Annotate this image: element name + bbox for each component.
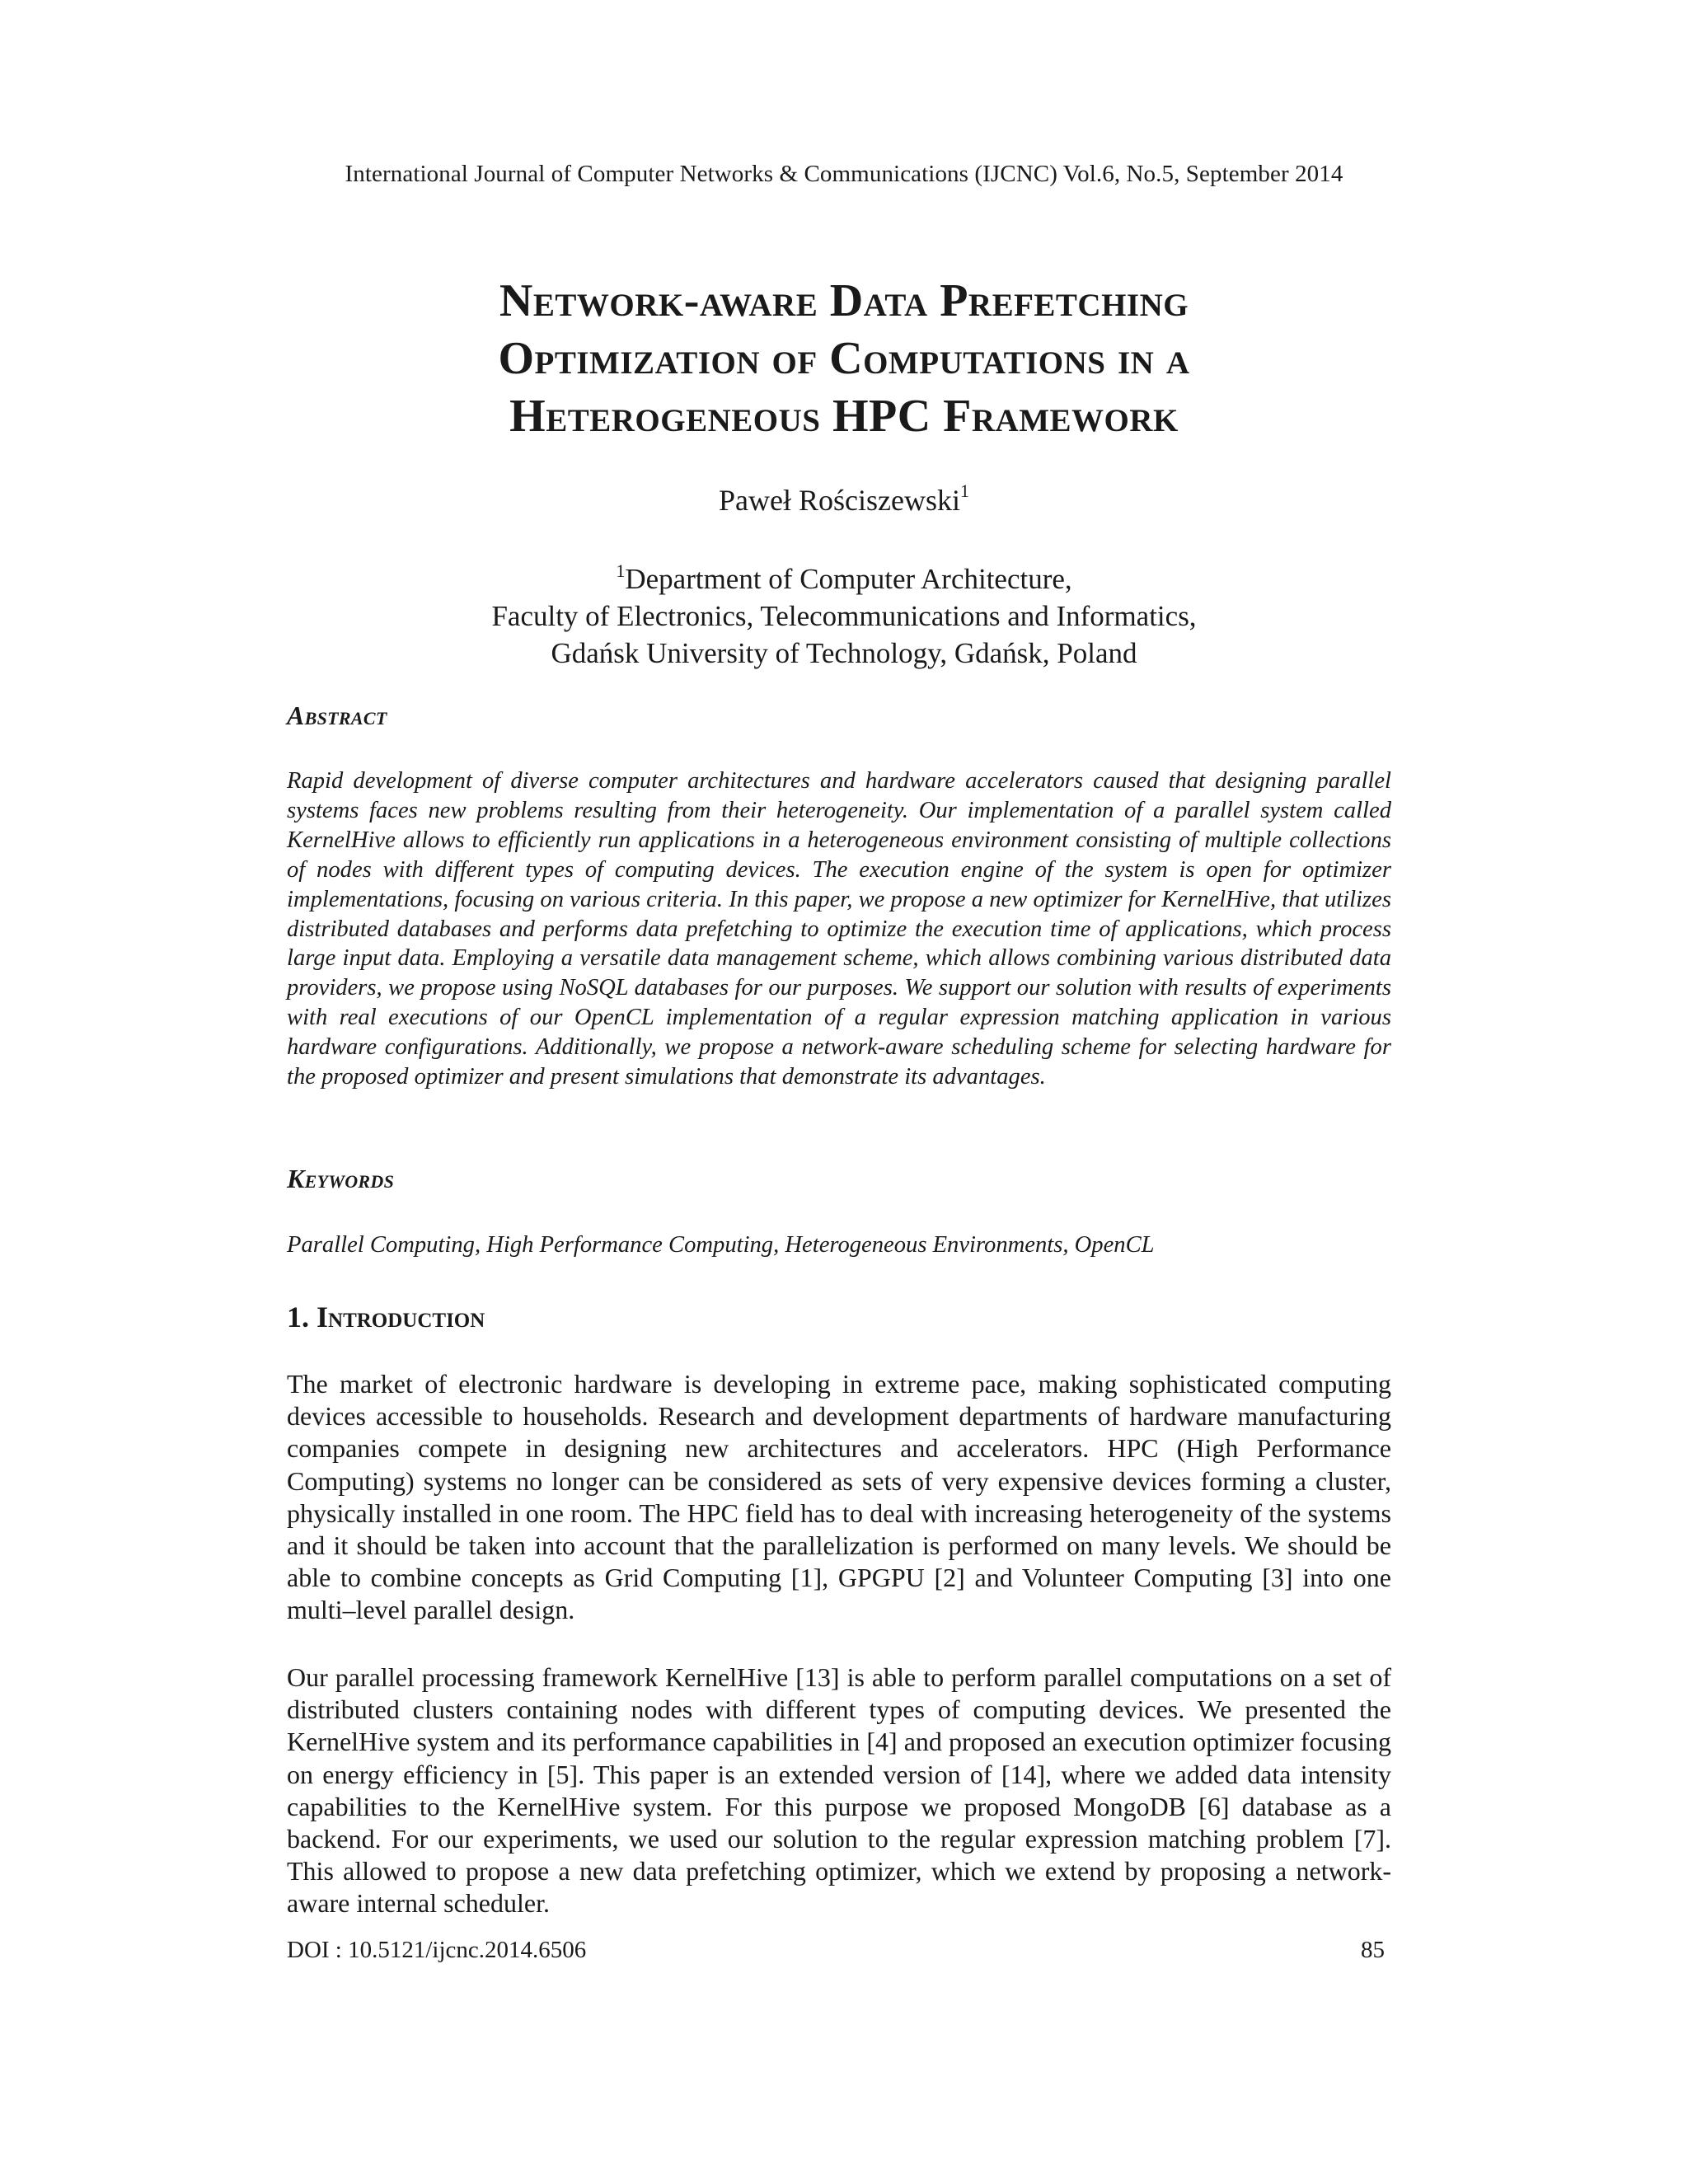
title-line-3: Heterogeneous HPC Framework [509,391,1179,442]
introduction-heading: 1. Introduction [287,1301,485,1333]
running-header: International Journal of Computer Networks & Communications (IJCNC) Vol.6, No.5, September 2014 [345,161,1343,187]
abstract-text: Rapid development of diverse computer architectures and hardware accelerators caused that designing parallel systems faces new problems resulting from their heterogeneity. Our implementation of a parallel system called KernelHive allows to efficiently run applications in a heterogeneous environment consisting of multiple collections of nodes with different types of computing devices. The execution engine of the system is open for optimizer implementations, focusing on various criteria. In this paper, we propose a new optimizer for KernelHive, that utilizes distributed databases and performs data prefetching to optimize the execution time of applications, which process large input data. Employing a versatile data management scheme, which allows combining various distributed data providers, we propose using NoSQL databases for our purposes. We support our solution with results of experiments with real executions of our OpenCL implementation of a regular expression matching application in various hardware configurations. Additionally, we propose a network-aware scheduling scheme for selecting hardware for the proposed optimizer and present simulations that demonstrate its advantages. [287,768,1391,1090]
title-line-2: Optimization of Computations in a [498,333,1190,384]
author-name: Paweł Rościszewski [719,484,960,517]
introduction-paragraph-1: The market of electronic hardware is developing in extreme pace, making sophisticated computing devices accessible to households. Research and development departments of hardware manufacturing companies compete in designing new architectures and accelerators. HPC (High Performance Computing) systems no longer can be considered as sets of very expensive devices forming a cluster, physically installed in one room. The HPC field has to deal with increasing heterogeneity of the systems and it should be taken into account that the parallelization is performed on many levels. We should be able to combine concepts as Grid Computing [1], GPGPU [2] and Volunteer Computing [3] into one multi–level parallel design. [287,1369,1391,1625]
keywords-heading: Keywords [287,1164,395,1193]
title-line-1: Network-aware Data Prefetching [499,275,1189,326]
paper-title [247,272,1441,445]
page-number: 85 [1361,1937,1385,1963]
affiliation-line-1: $^1$Department of Computer Architecture, [616,560,1072,595]
author-line [0,480,1688,518]
footer-doi: DOI : 10.5121/ijcnc.2014.6506 [287,1937,587,1963]
affiliation-line-3: Gdańsk University of Technology, Gdańsk, Poland [551,637,1137,669]
affiliation-line-2: Faculty of Electronics, Telecommunications and Informatics, [491,600,1197,632]
keywords-text: Parallel Computing, High Performance Computing, Heterogeneous Environments, OpenCL [287,1232,1155,1258]
affiliation-mark: 1 [616,560,626,581]
affiliation-block [0,552,1688,672]
abstract-heading: Abstract [287,701,387,730]
introduction-paragraph-2: Our parallel processing framework KernelHive [13] is able to perform parallel computations on a set of distributed clusters containing nodes with different types of computing devices. We presented the KernelHive system and its performance capabilities in [4] and proposed an execution optimizer focusing on energy efficiency in [5]. This paper is an extended version of [14], where we added data intensity capabilities to the KernelHive system. For this purpose we proposed MongoDB [6] database as a backend. For our experiments, we used our solution to the regular expression matching problem [7]. This allowed to propose a new data prefetching optimizer, which we extend by proposing a network-aware internal scheduler. [287,1662,1391,1919]
author-affiliation-mark: 1 [959,480,969,501]
